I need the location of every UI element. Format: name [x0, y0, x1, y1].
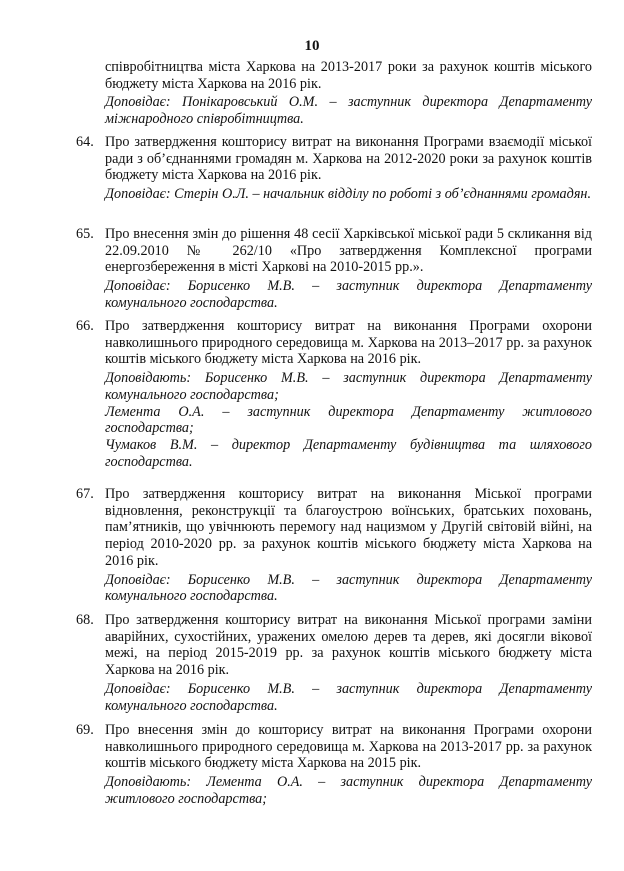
- item-text: Про внесення змін до рішення 48 сесії Харківської міської ради 5 скликання від 22.09.2010 № 262/10 «Про затвердження Комплексної програми енергозбереження в місті Харкові на 2010-2015 рр.».: [105, 226, 592, 276]
- agenda-item-67: [76, 486, 592, 605]
- item-number: 64.: [76, 134, 94, 150]
- item-number: 65.: [76, 226, 94, 242]
- item-number: 66.: [76, 318, 94, 334]
- item-number: 67.: [76, 486, 94, 502]
- item-text: Про затвердження кошторису витрат на виконання Міської програми відновлення, реконструкції та благоустрою воїнських, братських поховань, пам’ятників, що увічнюють перемогу над нацизмом у Другій світовій війні, на період 2010-2020 рр. за рахунок коштів міського бюджету міста Харкова на 2016 рік.: [105, 486, 592, 569]
- item-text: співробітництва міста Харкова на 2013-2017 роки за рахунок коштів міського бюджету міста Харкова на 2016 рік.: [105, 59, 592, 92]
- item-body: [105, 318, 592, 470]
- item-text: Про затвердження кошторису витрат на виконання Програми охорони навколишнього природного середовища м. Харкова на 2013–2017 рр. за рахунок коштів міського бюджету міста Харкова на 2016 рік.: [105, 318, 592, 368]
- item-reporter: Доповідає: Стерін О.Л. – начальник відділу по роботі з об’єднаннями громадян.: [105, 186, 592, 203]
- agenda-item-66: [76, 318, 592, 470]
- item-reporter: Доповідає: Борисенко М.В. – заступник директора Департаменту комунального господарства.: [105, 571, 592, 605]
- item-body: [105, 226, 592, 312]
- agenda-item-continuation: [76, 59, 592, 128]
- item-body: [105, 722, 592, 808]
- item-reporter: Доповідає: Понікаровський О.М. – заступник директора Департаменту міжнародного співробітництва.: [105, 94, 592, 128]
- item-text: Про внесення змін до кошторису витрат на виконання Програми охорони навколишнього природного середовища м. Харкова на 2013-2017 рр. за рахунок коштів міського бюджету міста Харкова на 2015 рік.: [105, 722, 592, 772]
- item-text: Про затвердження кошторису витрат на виконання Міської програми заміни аварійних, сухостійних, уражених омелою дерев та дерев, які досягли вікової межі, на період 2015-2019 рр. за рахунок коштів міського бюджету міста Харкова на 2016 рік.: [105, 612, 592, 679]
- item-body: [105, 59, 592, 128]
- item-reporter: Чумаков В.М. – директор Департаменту будівництва та шляхового господарства.: [105, 436, 592, 470]
- item-reporter: Доповідає: Борисенко М.В. – заступник директора Департаменту комунального господарства.: [105, 278, 592, 311]
- agenda-item-65: [76, 226, 592, 312]
- agenda-item-64: [76, 134, 592, 203]
- item-reporter: Доповідають: Борисенко М.В. – заступник директора Департаменту комунального господарства;: [105, 370, 592, 403]
- item-text: Про затвердження кошторису витрат на виконання Програми взаємодії міської ради з об’єднаннями громадян м. Харкова на 2012-2020 роки за рахунок коштів бюджету міста Харкова на 2016 рік.: [105, 134, 592, 184]
- item-body: [105, 134, 592, 203]
- agenda-item-68: [76, 612, 592, 714]
- item-reporter: Лемента О.А. – заступник директора Департаменту житлового господарства;: [105, 403, 592, 437]
- item-number: 68.: [76, 612, 94, 628]
- page-number: 10: [304, 38, 320, 54]
- item-reporter: Доповідає: Борисенко М.В. – заступник директора Департаменту комунального господарства.: [105, 680, 592, 714]
- item-reporter: Доповідають: Лемента О.А. – заступник директора Департаменту житлового господарства;: [105, 774, 592, 807]
- item-body: [105, 612, 592, 714]
- item-number: 69.: [76, 722, 94, 738]
- agenda-item-69: [76, 722, 592, 808]
- item-body: [105, 486, 592, 605]
